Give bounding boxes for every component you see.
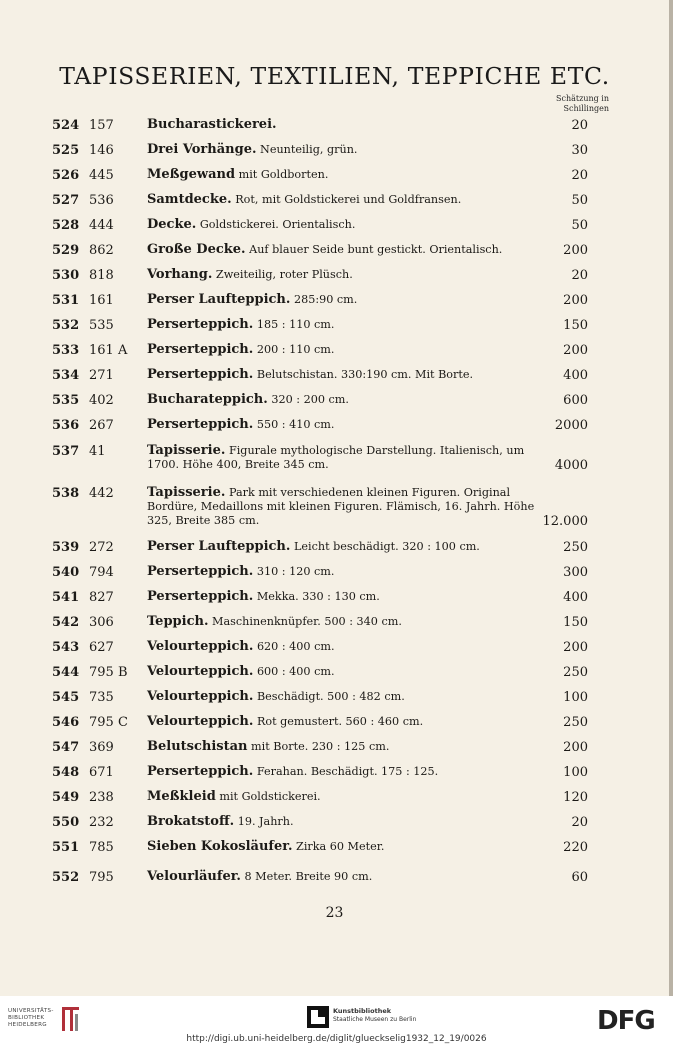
lot-number: 794 [89, 565, 114, 580]
page-title: TAPISSERIEN, TEXTILIEN, TEPPICHE ETC. [59, 62, 610, 90]
entry-description [147, 565, 559, 579]
estimate-price: 4000 [554, 458, 588, 473]
entry-number: 541 [52, 590, 80, 605]
item-detail: Leicht beschädigt. 320 : 100 cm. [293, 540, 480, 553]
lot-number: 862 [89, 243, 114, 258]
entry-number: 533 [52, 343, 80, 358]
estimate-price: 250 [563, 540, 588, 555]
item-name: Perserteppich. [147, 564, 254, 579]
entry-description [147, 368, 559, 382]
item-detail: Rot, mit Goldstickerei und Goldfransen. [235, 193, 462, 206]
entry-number: 535 [52, 393, 80, 408]
lot-number: 306 [89, 615, 114, 630]
estimate-price: 200 [563, 293, 588, 308]
entry-number: 528 [52, 218, 80, 233]
estimate-price: 200 [563, 640, 588, 655]
entry-description [147, 118, 559, 132]
estimate-price: 30 [571, 143, 588, 158]
entry-number: 527 [52, 193, 80, 208]
entry-description [147, 486, 559, 528]
lot-number: 272 [89, 540, 114, 555]
library-subtitle: Staatliche Museen zu Berlin [333, 1016, 417, 1023]
entry-description [147, 740, 559, 754]
item-detail: Zweiteilig, roter Plüsch. [215, 268, 353, 281]
lot-number: 369 [89, 740, 114, 755]
entry-number: 549 [52, 790, 80, 805]
entry-description [147, 268, 559, 282]
item-name: Perserteppich. [147, 764, 254, 779]
estimate-price: 600 [563, 393, 588, 408]
item-detail: mit Goldborten. [238, 168, 329, 181]
item-detail: 550 : 410 cm. [256, 418, 335, 431]
entry-description [147, 418, 559, 432]
entry-description [147, 690, 559, 704]
university-line: BIBLIOTHEK [8, 1015, 45, 1021]
entry-description [147, 715, 559, 729]
entry-description [147, 143, 559, 157]
entry-description [147, 870, 559, 884]
item-name: Meßkleid [147, 789, 216, 804]
item-detail: Zirka 60 Meter. [296, 840, 385, 853]
item-name: Velourläufer. [147, 869, 241, 884]
entry-number: 530 [52, 268, 80, 283]
item-name: Bucharastickerei. [147, 117, 277, 132]
item-name: Perserteppich. [147, 317, 254, 332]
item-name: Sieben Kokosläufer. [147, 839, 293, 854]
lot-number: 671 [89, 765, 114, 780]
item-name: Perser Laufteppich. [147, 292, 291, 307]
entry-number: 550 [52, 815, 80, 830]
item-detail: 600 : 400 cm. [256, 665, 335, 678]
item-name: Velourteppich. [147, 714, 254, 729]
estimate-price: 120 [563, 790, 588, 805]
lot-number: 444 [89, 218, 114, 233]
entry-number: 539 [52, 540, 80, 555]
item-detail: Beschädigt. 500 : 482 cm. [256, 690, 405, 703]
estimate-price: 250 [563, 715, 588, 730]
item-name: Teppich. [147, 614, 209, 629]
estimate-price: 220 [563, 840, 588, 855]
entry-description [147, 168, 559, 182]
estimate-price: 20 [571, 118, 588, 133]
estimate-price: 50 [571, 193, 588, 208]
estimate-price: 400 [563, 368, 588, 383]
estimate-price: 100 [563, 690, 588, 705]
item-detail: 320 : 200 cm. [271, 393, 349, 406]
item-name: Große Decke. [147, 242, 246, 257]
page-number: 23 [325, 905, 344, 921]
item-name: Velourteppich. [147, 639, 254, 654]
item-name: Decke. [147, 217, 197, 232]
lot-number: 785 [89, 840, 114, 855]
item-detail: 185 : 110 cm. [256, 318, 335, 331]
item-name: Tapisserie. [147, 443, 226, 458]
estimate-price: 20 [571, 815, 588, 830]
entry-number: 542 [52, 615, 80, 630]
item-name: Vorhang. [147, 267, 213, 282]
entry-number: 532 [52, 318, 80, 333]
entry-description [147, 343, 559, 357]
university-line: HEIDELBERG [8, 1022, 47, 1028]
entry-number: 536 [52, 418, 80, 433]
item-name: Samtdecke. [147, 192, 232, 207]
estimate-label-line1: Schätzung in [556, 94, 609, 103]
library-label [333, 1007, 416, 1024]
entry-description [147, 765, 559, 779]
lot-number: 157 [89, 118, 114, 133]
estimate-price: 50 [571, 218, 588, 233]
estimate-price: 20 [571, 168, 588, 183]
entry-description [147, 590, 559, 604]
item-detail: Rot gemustert. 560 : 460 cm. [256, 715, 424, 728]
item-name: Velourteppich. [147, 664, 254, 679]
entry-number: 551 [52, 840, 80, 855]
entry-number: 526 [52, 168, 80, 183]
estimate-price: 2000 [554, 418, 588, 433]
item-detail: Park mit verschiedenen kleinen Figuren. Original Bordüre, Medaillons mit kleinen Figuren. Flämisch, 16. Jahrh. Höhe 325, Breite 385 cm. [147, 486, 535, 527]
entry-number: 538 [52, 486, 80, 501]
entry-description [147, 393, 559, 407]
entry-number: 540 [52, 565, 80, 580]
item-detail: Goldstickerei. Orientalisch. [199, 218, 356, 231]
item-name: Perserteppich. [147, 367, 254, 382]
entry-number: 546 [52, 715, 80, 730]
lot-number: 41 [89, 444, 106, 459]
entry-number: 524 [52, 118, 80, 133]
university-logo-icon [60, 1005, 82, 1035]
item-detail: 285:90 cm. [293, 293, 358, 306]
entry-description [147, 640, 559, 654]
estimate-price: 150 [563, 318, 588, 333]
lot-number: 161 A [89, 343, 128, 358]
item-detail: 310 : 120 cm. [256, 565, 335, 578]
item-detail: Neunteilig, grün. [260, 143, 358, 156]
lot-number: 271 [89, 368, 114, 383]
estimate-price: 200 [563, 243, 588, 258]
item-detail: Belutschistan. 330:190 cm. Mit Borte. [256, 368, 474, 381]
estimate-price: 60 [571, 870, 588, 885]
lot-number: 267 [89, 418, 114, 433]
item-detail: mit Goldstickerei. [219, 790, 321, 803]
item-name: Bucharateppich. [147, 392, 268, 407]
item-detail: Ferahan. Beschädigt. 175 : 125. [256, 765, 439, 778]
item-name: Perserteppich. [147, 589, 254, 604]
entry-number: 531 [52, 293, 80, 308]
entry-description [147, 293, 559, 307]
lot-number: 627 [89, 640, 114, 655]
estimate-price: 20 [571, 268, 588, 283]
lot-number: 735 [89, 690, 114, 705]
entry-description [147, 218, 559, 232]
item-name: Velourteppich. [147, 689, 254, 704]
item-detail: 19. Jahrh. [237, 815, 294, 828]
lot-number: 795 [89, 870, 114, 885]
item-name: Perserteppich. [147, 417, 254, 432]
library-name: Kunstbibliothek [333, 1007, 392, 1015]
item-name: Belutschistan [147, 739, 248, 754]
estimate-price: 100 [563, 765, 588, 780]
entry-description [147, 790, 559, 804]
item-detail: 8 Meter. Breite 90 cm. [244, 870, 373, 883]
estimate-price: 250 [563, 665, 588, 680]
entry-description [147, 815, 559, 829]
estimate-price: 300 [563, 565, 588, 580]
lot-number: 146 [89, 143, 114, 158]
item-name: Meßgewand [147, 167, 236, 182]
estimate-price: 400 [563, 590, 588, 605]
entry-number: 529 [52, 243, 80, 258]
estimate-price: 200 [563, 343, 588, 358]
lot-number: 232 [89, 815, 114, 830]
lot-number: 402 [89, 393, 114, 408]
estimate-column-header [556, 94, 609, 114]
entry-number: 534 [52, 368, 80, 383]
lot-number: 161 [89, 293, 114, 308]
entry-number: 545 [52, 690, 80, 705]
item-detail: 620 : 400 cm. [256, 640, 335, 653]
lot-number: 238 [89, 790, 114, 805]
item-name: Drei Vorhänge. [147, 142, 257, 157]
entry-description [147, 540, 559, 554]
item-detail: Figurale mythologische Darstellung. Italienisch, um 1700. Höhe 400, Breite 345 cm. [147, 444, 525, 471]
lot-number: 442 [89, 486, 114, 501]
entry-number: 548 [52, 765, 80, 780]
lot-number: 795 B [89, 665, 128, 680]
entry-description [147, 444, 559, 472]
item-detail: Mekka. 330 : 130 cm. [256, 590, 380, 603]
lot-number: 818 [89, 268, 114, 283]
item-detail: mit Borte. 230 : 125 cm. [251, 740, 390, 753]
entry-description [147, 193, 559, 207]
item-detail: 200 : 110 cm. [256, 343, 335, 356]
entry-number: 547 [52, 740, 80, 755]
entry-description [147, 318, 559, 332]
estimate-label-line2: Schillingen [563, 104, 609, 113]
entry-description [147, 243, 559, 257]
lot-number: 445 [89, 168, 114, 183]
entry-number: 543 [52, 640, 80, 655]
entry-description [147, 615, 559, 629]
entry-description [147, 840, 559, 854]
estimate-price: 200 [563, 740, 588, 755]
lot-number: 535 [89, 318, 114, 333]
entry-number: 552 [52, 870, 80, 885]
lot-number: 827 [89, 590, 114, 605]
university-library-label [8, 1008, 60, 1029]
university-line: UNIVERSITÄTS- [8, 1008, 54, 1014]
estimate-price: 150 [563, 615, 588, 630]
entry-number: 537 [52, 444, 80, 459]
item-detail: Maschinenknüpfer. 500 : 340 cm. [212, 615, 402, 628]
item-name: Brokatstoff. [147, 814, 235, 829]
kunstbibliothek-logo-icon [307, 1006, 329, 1028]
item-name: Perser Laufteppich. [147, 539, 291, 554]
entry-number: 525 [52, 143, 80, 158]
entry-description [147, 665, 559, 679]
estimate-price: 12.000 [542, 514, 588, 529]
item-name: Tapisserie. [147, 485, 226, 500]
entry-number: 544 [52, 665, 80, 680]
lot-number: 795 C [89, 715, 128, 730]
lot-number: 536 [89, 193, 114, 208]
page-edge-shadow [669, 0, 673, 996]
item-detail: Auf blauer Seide bunt gestickt. Orientalisch. [249, 243, 503, 256]
dfg-logo: DFG [597, 1006, 655, 1036]
item-name: Perserteppich. [147, 342, 254, 357]
source-url[interactable]: http://digi.ub.uni-heidelberg.de/diglit/glueckselig1932_12_19/0026 [186, 1034, 487, 1044]
